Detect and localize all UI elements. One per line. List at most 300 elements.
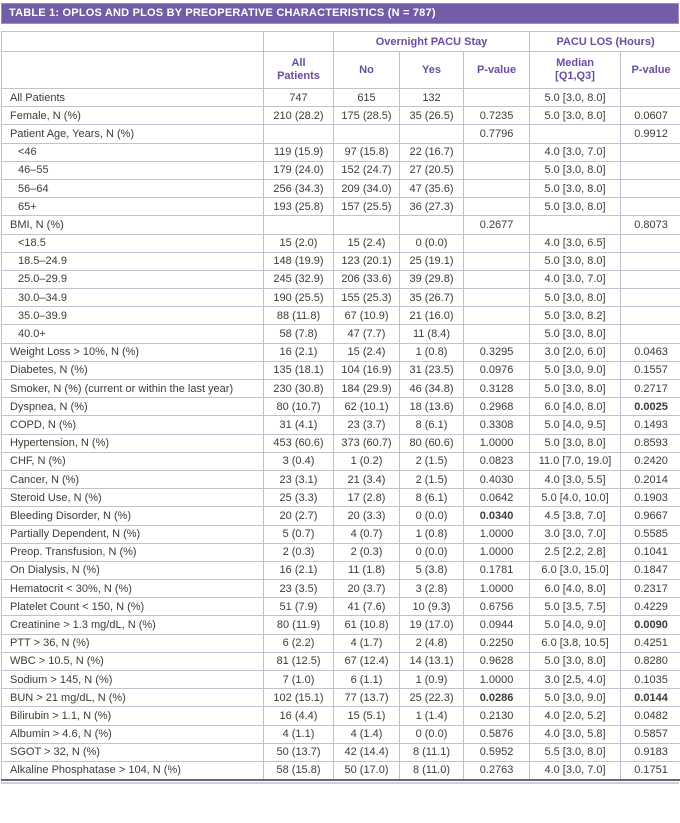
cell: 206 (33.6) (334, 270, 400, 288)
row-label: <18.5 (2, 234, 264, 252)
cell: 152 (24.7) (334, 161, 400, 179)
cell: 2 (0.3) (264, 543, 334, 561)
cell: 0.0944 (464, 616, 530, 634)
row-label: 40.0+ (2, 325, 264, 343)
cell: 62 (10.1) (334, 398, 400, 416)
cell: 4.0 [3.0, 7.0] (530, 761, 621, 779)
cell: 0.2014 (621, 470, 680, 488)
cell (464, 252, 530, 270)
cell: 0.0607 (621, 107, 680, 125)
cell: 4.0 [3.0, 6.5] (530, 234, 621, 252)
table-row (2, 761, 680, 779)
table-row (2, 634, 680, 652)
cell: 4.0 [3.0, 7.0] (530, 143, 621, 161)
table-row (2, 380, 680, 398)
cell: 0.0090 (621, 616, 680, 634)
table-row (2, 452, 680, 470)
cell: 1 (1.4) (400, 707, 464, 725)
cell: 8 (11.1) (400, 743, 464, 761)
table-row (2, 507, 680, 525)
row-label: Dyspnea, N (%) (2, 398, 264, 416)
cell (464, 89, 530, 107)
cell: 1 (0.8) (400, 343, 464, 361)
cell: 25 (19.1) (400, 252, 464, 270)
cell: 50 (13.7) (264, 743, 334, 761)
cell (400, 125, 464, 143)
table-row (2, 725, 680, 743)
cell: 5.0 [4.0, 9.5] (530, 416, 621, 434)
cell: 27 (20.5) (400, 161, 464, 179)
cell: 0.5876 (464, 725, 530, 743)
cell: 6.0 [4.0, 8.0] (530, 580, 621, 598)
row-label: Bilirubin > 1.1, N (%) (2, 707, 264, 725)
cell: 0.0025 (621, 398, 680, 416)
cell: 3 (0.4) (264, 452, 334, 470)
column-header-no: No (334, 52, 400, 89)
cell: 4.0 [3.0, 7.0] (530, 270, 621, 288)
cell: 5.0 [3.0, 8.0] (530, 161, 621, 179)
table-row (2, 289, 680, 307)
cell: 0.3295 (464, 343, 530, 361)
cell: 0.6756 (464, 598, 530, 616)
row-label: 35.0–39.9 (2, 307, 264, 325)
row-label: Hypertension, N (%) (2, 434, 264, 452)
cell (621, 198, 680, 216)
cell: 5.0 [3.0, 8.2] (530, 307, 621, 325)
cell: 0.3308 (464, 416, 530, 434)
cell: 0.2130 (464, 707, 530, 725)
cell: 42 (14.4) (334, 743, 400, 761)
group-header-row (2, 32, 680, 52)
cell (621, 89, 680, 107)
cell: 46 (34.8) (400, 380, 464, 398)
row-label: Creatinine > 1.3 mg/dL, N (%) (2, 616, 264, 634)
empty-header-cell (264, 32, 334, 52)
cell: 4.0 [2.0, 5.2] (530, 707, 621, 725)
cell: 0.0823 (464, 452, 530, 470)
cell: 3.0 [2.5, 4.0] (530, 671, 621, 689)
cell: 10 (9.3) (400, 598, 464, 616)
cell (264, 125, 334, 143)
cell: 88 (11.8) (264, 307, 334, 325)
cell (464, 161, 530, 179)
table-row (2, 561, 680, 579)
cell: 3.0 [3.0, 7.0] (530, 525, 621, 543)
cell: 41 (7.6) (334, 598, 400, 616)
cell: 5.0 [3.5, 7.5] (530, 598, 621, 616)
cell: 80 (11.9) (264, 616, 334, 634)
row-label: Albumin > 4.6, N (%) (2, 725, 264, 743)
cell: 6 (1.1) (334, 671, 400, 689)
cell: 2 (4.8) (400, 634, 464, 652)
row-label: 18.5–24.9 (2, 252, 264, 270)
cell: 1.0000 (464, 525, 530, 543)
cell: 615 (334, 89, 400, 107)
row-label: 30.0–34.9 (2, 289, 264, 307)
cell: 50 (17.0) (334, 761, 400, 779)
cell: 5.0 [3.0, 8.0] (530, 289, 621, 307)
cell: 179 (24.0) (264, 161, 334, 179)
table-header (2, 32, 680, 89)
cell: 0.5857 (621, 725, 680, 743)
cell: 4 (0.7) (334, 525, 400, 543)
cell: 256 (34.3) (264, 179, 334, 197)
cell: 135 (18.1) (264, 361, 334, 379)
cell: 155 (25.3) (334, 289, 400, 307)
row-label: Patient Age, Years, N (%) (2, 125, 264, 143)
cell: 4 (1.1) (264, 725, 334, 743)
cell: 35 (26.5) (400, 107, 464, 125)
row-label: On Dialysis, N (%) (2, 561, 264, 579)
cell (621, 270, 680, 288)
cell: 20 (2.7) (264, 507, 334, 525)
cell: 0.9183 (621, 743, 680, 761)
cell: 47 (35.6) (400, 179, 464, 197)
cell: 23 (3.7) (334, 416, 400, 434)
cell: 51 (7.9) (264, 598, 334, 616)
table-row (2, 179, 680, 197)
cell: 6.0 [3.8, 10.5] (530, 634, 621, 652)
cell (464, 143, 530, 161)
cell: 5.0 [3.0, 8.0] (530, 652, 621, 670)
cell: 80 (10.7) (264, 398, 334, 416)
cell: 5.0 [3.0, 8.0] (530, 252, 621, 270)
cell: 0.8073 (621, 216, 680, 234)
cell: 2 (1.5) (400, 452, 464, 470)
row-label: 46–55 (2, 161, 264, 179)
cell: 19 (17.0) (400, 616, 464, 634)
cell: 15 (5.1) (334, 707, 400, 725)
cell: 0.1035 (621, 671, 680, 689)
cell: 245 (32.9) (264, 270, 334, 288)
table-row (2, 107, 680, 125)
cell: 0.4251 (621, 634, 680, 652)
cell: 4.5 [3.8, 7.0] (530, 507, 621, 525)
row-label: Alkaline Phosphatase > 104, N (%) (2, 761, 264, 779)
row-label: 25.0–29.9 (2, 270, 264, 288)
cell: 15 (2.4) (334, 343, 400, 361)
cell: 0.2677 (464, 216, 530, 234)
cell (621, 143, 680, 161)
cell (334, 216, 400, 234)
cell: 67 (10.9) (334, 307, 400, 325)
cell: 230 (30.8) (264, 380, 334, 398)
cell: 2 (0.3) (334, 543, 400, 561)
cell: 4.0 [3.0, 5.5] (530, 470, 621, 488)
cell: 0.1903 (621, 489, 680, 507)
cell (464, 234, 530, 252)
column-header-row (2, 52, 680, 89)
cell: 0.2717 (621, 380, 680, 398)
column-header-median-q1-q3: Median [Q1,Q3] (530, 52, 621, 89)
cell: 210 (28.2) (264, 107, 334, 125)
cell: 0 (0.0) (400, 234, 464, 252)
row-label: Weight Loss > 10%, N (%) (2, 343, 264, 361)
cell (464, 307, 530, 325)
row-label: WBC > 10.5, N (%) (2, 652, 264, 670)
data-table (1, 31, 680, 781)
cell: 11 (1.8) (334, 561, 400, 579)
cell: 18 (13.6) (400, 398, 464, 416)
cell: 373 (60.7) (334, 434, 400, 452)
cell: 31 (4.1) (264, 416, 334, 434)
cell: 0.9667 (621, 507, 680, 525)
cell: 1.0000 (464, 434, 530, 452)
cell: 0.5585 (621, 525, 680, 543)
cell: 6.0 [4.0, 8.0] (530, 398, 621, 416)
cell (621, 234, 680, 252)
cell: 0.2420 (621, 452, 680, 470)
table-row (2, 580, 680, 598)
cell: 5.0 [4.0, 9.0] (530, 616, 621, 634)
cell: 6.0 [3.0, 15.0] (530, 561, 621, 579)
empty-header-cell (2, 52, 264, 89)
cell: 7 (1.0) (264, 671, 334, 689)
cell: 4 (1.4) (334, 725, 400, 743)
table-row (2, 216, 680, 234)
cell: 5.0 [4.0, 10.0] (530, 489, 621, 507)
cell: 23 (3.5) (264, 580, 334, 598)
cell: 16 (2.1) (264, 343, 334, 361)
table-row (2, 198, 680, 216)
cell: 1 (0.8) (400, 525, 464, 543)
cell: 20 (3.3) (334, 507, 400, 525)
row-label: Preop. Transfusion, N (%) (2, 543, 264, 561)
cell: 0 (0.0) (400, 543, 464, 561)
row-label: COPD, N (%) (2, 416, 264, 434)
group-header-overnight-pacu-stay: Overnight PACU Stay (334, 32, 530, 52)
column-header-p-value: P-value (464, 52, 530, 89)
cell: 17 (2.8) (334, 489, 400, 507)
cell (400, 216, 464, 234)
cell: 0.7796 (464, 125, 530, 143)
cell: 0.7235 (464, 107, 530, 125)
cell: 14 (13.1) (400, 652, 464, 670)
table-row (2, 470, 680, 488)
cell: 0.4030 (464, 470, 530, 488)
row-label: Diabetes, N (%) (2, 361, 264, 379)
cell: 119 (15.9) (264, 143, 334, 161)
table-row (2, 252, 680, 270)
cell: 5.0 [3.0, 8.0] (530, 198, 621, 216)
row-label: Partially Dependent, N (%) (2, 525, 264, 543)
cell: 15 (2.4) (334, 234, 400, 252)
cell: 5.0 [3.0, 8.0] (530, 434, 621, 452)
cell: 5.5 [3.0, 8.0] (530, 743, 621, 761)
cell (334, 125, 400, 143)
row-label: <46 (2, 143, 264, 161)
cell: 16 (2.1) (264, 561, 334, 579)
cell: 23 (3.1) (264, 470, 334, 488)
cell: 3.0 [2.0, 6.0] (530, 343, 621, 361)
cell: 104 (16.9) (334, 361, 400, 379)
row-label: Sodium > 145, N (%) (2, 671, 264, 689)
cell: 0.1847 (621, 561, 680, 579)
table-row (2, 234, 680, 252)
cell (621, 307, 680, 325)
cell: 47 (7.7) (334, 325, 400, 343)
table-row (2, 143, 680, 161)
row-label: Female, N (%) (2, 107, 264, 125)
cell: 5.0 [3.0, 8.0] (530, 89, 621, 107)
table-row (2, 434, 680, 452)
cell (621, 289, 680, 307)
table-row (2, 125, 680, 143)
table-row (2, 543, 680, 561)
cell: 0.1041 (621, 543, 680, 561)
row-label: 56–64 (2, 179, 264, 197)
cell: 3 (2.8) (400, 580, 464, 598)
table-body (2, 89, 680, 780)
cell: 58 (7.8) (264, 325, 334, 343)
cell: 0.2763 (464, 761, 530, 779)
table-row (2, 743, 680, 761)
row-label: Cancer, N (%) (2, 470, 264, 488)
cell: 747 (264, 89, 334, 107)
column-header-p-value: P-value (621, 52, 680, 89)
cell: 11 (8.4) (400, 325, 464, 343)
group-header-pacu-los: PACU LOS (Hours) (530, 32, 680, 52)
table-row (2, 489, 680, 507)
row-label: PTT > 36, N (%) (2, 634, 264, 652)
cell: 21 (3.4) (334, 470, 400, 488)
row-label: BMI, N (%) (2, 216, 264, 234)
cell: 22 (16.7) (400, 143, 464, 161)
cell: 15 (2.0) (264, 234, 334, 252)
cell: 0.1493 (621, 416, 680, 434)
cell: 0.0976 (464, 361, 530, 379)
cell: 77 (13.7) (334, 689, 400, 707)
cell: 5.0 [3.0, 9.0] (530, 361, 621, 379)
cell: 0.0144 (621, 689, 680, 707)
cell (464, 179, 530, 197)
cell: 0.8593 (621, 434, 680, 452)
cell: 0.9912 (621, 125, 680, 143)
cell (621, 161, 680, 179)
cell: 123 (20.1) (334, 252, 400, 270)
cell: 175 (28.5) (334, 107, 400, 125)
cell: 5.0 [3.0, 9.0] (530, 689, 621, 707)
cell: 0 (0.0) (400, 507, 464, 525)
row-label: Platelet Count < 150, N (%) (2, 598, 264, 616)
table-row (2, 652, 680, 670)
table-row (2, 525, 680, 543)
table-row (2, 161, 680, 179)
table-row (2, 416, 680, 434)
cell: 31 (23.5) (400, 361, 464, 379)
table-row (2, 707, 680, 725)
cell: 5.0 [3.0, 8.0] (530, 107, 621, 125)
cell: 81 (12.5) (264, 652, 334, 670)
cell: 190 (25.5) (264, 289, 334, 307)
cell: 148 (19.9) (264, 252, 334, 270)
cell: 1.0000 (464, 543, 530, 561)
cell: 0.0642 (464, 489, 530, 507)
cell: 0 (0.0) (400, 725, 464, 743)
cell: 4.0 [3.0, 5.8] (530, 725, 621, 743)
cell: 132 (400, 89, 464, 107)
cell: 4 (1.7) (334, 634, 400, 652)
cell (264, 216, 334, 234)
cell (464, 270, 530, 288)
row-label: Steroid Use, N (%) (2, 489, 264, 507)
cell: 5 (3.8) (400, 561, 464, 579)
row-label: Bleeding Disorder, N (%) (2, 507, 264, 525)
cell: 102 (15.1) (264, 689, 334, 707)
cell: 0.1557 (621, 361, 680, 379)
cell (621, 252, 680, 270)
cell: 97 (15.8) (334, 143, 400, 161)
cell: 5.0 [3.0, 8.0] (530, 179, 621, 197)
cell: 0.9628 (464, 652, 530, 670)
table-row (2, 270, 680, 288)
cell: 5.0 [3.0, 8.0] (530, 325, 621, 343)
cell: 1.0000 (464, 580, 530, 598)
row-label: All Patients (2, 89, 264, 107)
cell (621, 179, 680, 197)
table-title: TABLE 1: OPLOS AND PLOS BY PREOPERATIVE CHARACTERISTICS (N = 787) (9, 7, 436, 19)
cell (621, 325, 680, 343)
cell: 1 (0.9) (400, 671, 464, 689)
table-row (2, 671, 680, 689)
cell: 2.5 [2.2, 2.8] (530, 543, 621, 561)
table-row (2, 343, 680, 361)
cell (530, 216, 621, 234)
table-row (2, 307, 680, 325)
cell: 25 (3.3) (264, 489, 334, 507)
cell: 36 (27.3) (400, 198, 464, 216)
cell: 6 (2.2) (264, 634, 334, 652)
row-label: CHF, N (%) (2, 452, 264, 470)
cell (530, 125, 621, 143)
empty-header-cell (2, 32, 264, 52)
cell: 0.8280 (621, 652, 680, 670)
cell: 0.0482 (621, 707, 680, 725)
table-row (2, 616, 680, 634)
cell: 1.0000 (464, 671, 530, 689)
cell: 193 (25.8) (264, 198, 334, 216)
row-label: Hematocrit < 30%, N (%) (2, 580, 264, 598)
table-row (2, 398, 680, 416)
cell: 157 (25.5) (334, 198, 400, 216)
cell: 16 (4.4) (264, 707, 334, 725)
table-row (2, 89, 680, 107)
cell: 0.4229 (621, 598, 680, 616)
cell: 25 (22.3) (400, 689, 464, 707)
table-bottom-accent-bar (1, 782, 679, 784)
table-title-banner (1, 3, 679, 24)
row-label: BUN > 21 mg/dL, N (%) (2, 689, 264, 707)
cell: 61 (10.8) (334, 616, 400, 634)
cell: 0.3128 (464, 380, 530, 398)
cell: 35 (26.7) (400, 289, 464, 307)
row-label: SGOT > 32, N (%) (2, 743, 264, 761)
row-label: 65+ (2, 198, 264, 216)
cell: 0.2968 (464, 398, 530, 416)
cell: 453 (60.6) (264, 434, 334, 452)
cell: 67 (12.4) (334, 652, 400, 670)
column-header-yes: Yes (400, 52, 464, 89)
cell: 184 (29.9) (334, 380, 400, 398)
cell: 2 (1.5) (400, 470, 464, 488)
cell (464, 289, 530, 307)
cell: 5 (0.7) (264, 525, 334, 543)
cell (464, 325, 530, 343)
cell: 0.0463 (621, 343, 680, 361)
cell: 0.1751 (621, 761, 680, 779)
table-row (2, 598, 680, 616)
cell: 0.2317 (621, 580, 680, 598)
